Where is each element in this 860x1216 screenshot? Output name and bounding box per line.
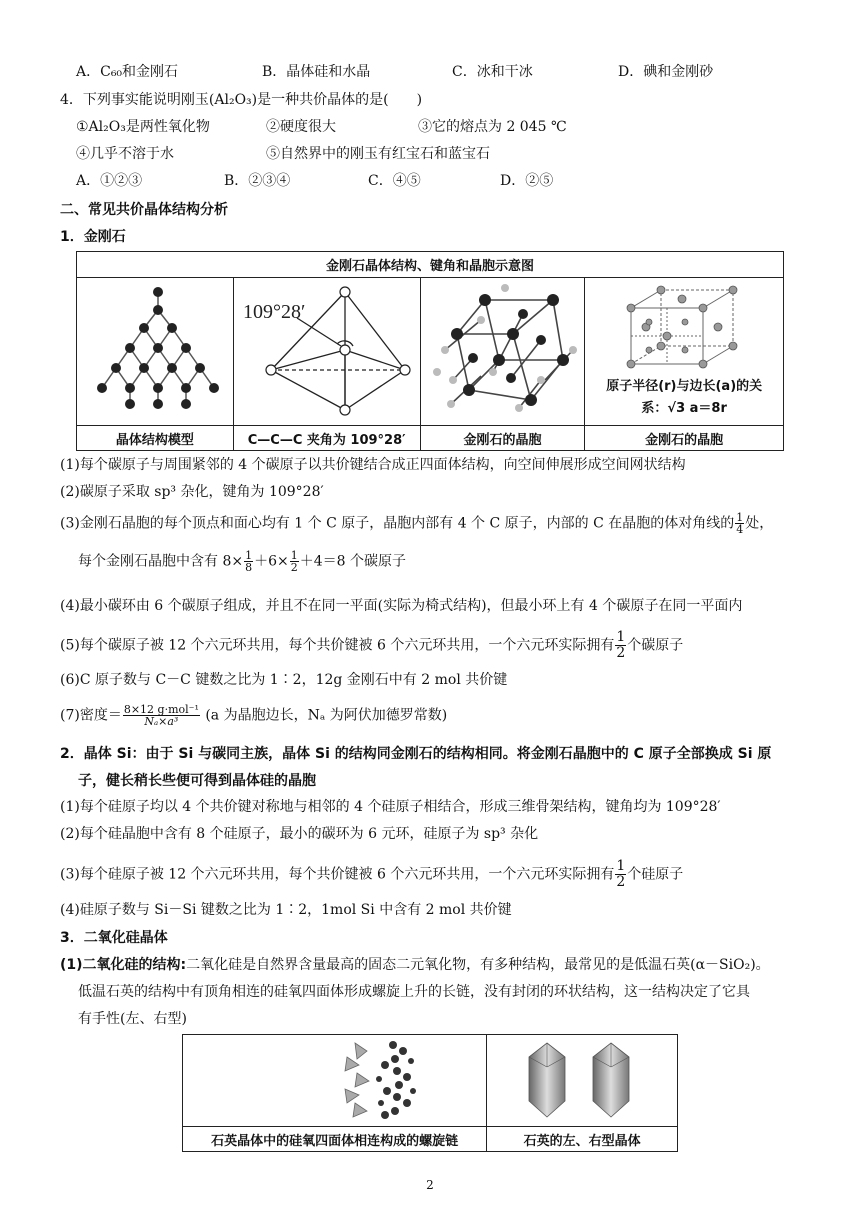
q3-options [0,62,860,82]
point-3-text: (3)金刚石晶胞的每个顶点和面心均有 1 个 C 原子，晶胞内部有 4 个 C 原子，内部的 C 在晶胞的体对角线的 [60,515,735,532]
q4-options [0,171,860,191]
caption-unit-cell: 金刚石的晶胞 [420,426,585,451]
diamond-point-2: (2)碳原子采取 sp³ 杂化，键角为 109°28′ [60,484,324,500]
q4-facts-row1 [0,117,860,137]
point-3-tail: 处， [745,515,774,532]
diamond-point-3 [60,512,773,535]
point-3-pre: (3)每个硅原子被 12 个六元环共用，每个共价键被 6 个六元环共用，一个六元环实际拥有 [60,866,615,883]
option-c: C．④⑤ [368,173,421,189]
fraction-numerator: 1 [245,549,253,562]
silicon-point-2: (2)每个硅晶胞中含有 8 个硅原子，最小的碳环为 6 元环，硅原子为 sp³ 杂化 [60,826,539,842]
count-post: ＋4＝8 个碳原子 [299,553,406,570]
diamond-point-4: (4)最小碳环由 6 个碳原子组成，并且不在同一平面(实际为椅式结构)，但最小环上有 4 个碳原子在同一平面内 [60,598,743,614]
point-3-post: 个硅原子 [627,866,684,883]
fact-2: ②硬度很大 [266,119,336,135]
option-d: D．碘和金刚砂 [618,64,714,80]
fraction-denominator: 4 [736,523,744,536]
count-mid: ＋6× [254,553,289,570]
fraction-denominator: 2 [616,645,626,661]
caption-unit-cell-2: 金刚石的晶胞 [585,426,784,451]
point-5-post: 个碳原子 [627,637,684,654]
diamond-structure-model-image [80,280,230,420]
quartz-table [182,1034,678,1152]
diamond-heading: 1．金刚石 [60,229,126,245]
fraction-denominator: 2 [616,874,626,890]
q4-facts-row2 [0,144,860,164]
silicon-heading-line1: 2．晶体 Si：由于 Si 与碳同主族，晶体 Si 的结构同金刚石的结构相同。将金刚石晶胞中的 C 原子全部换成 Si 原 [60,746,772,762]
density-numerator: 8×12 g·mol⁻¹ [123,703,199,716]
section-title: 二、常见共价晶体结构分析 [60,202,228,218]
figure-helix-chain [183,1035,487,1127]
figure-structure-model [77,278,234,426]
diamond-point-7 [60,704,447,727]
density-label: (7)密度＝ [60,707,122,724]
silica-lead: (1)二氧化硅的结构: [60,957,187,973]
fact-3: ③它的熔点为 2 045 ℃ [418,119,567,135]
question-4-stem: 4．下列事实能说明刚玉(Al₂O₃)是一种共价晶体的是( ) [60,92,423,108]
option-b: B．晶体硅和水晶 [262,64,371,80]
figure-quartz-crystals [487,1035,678,1127]
silica-paragraph-line3: 有手性(左、右型) [78,1011,187,1027]
silicon-heading-line2: 子，健长稍长些便可得到晶体硅的晶胞 [78,773,316,789]
diamond-point-1: (1)每个碳原子与周围紧邻的 4 个碳原子以共价键结合成正四面体结构，向空间伸展形成空间网状结构 [60,457,686,473]
fact-5: ⑤自然界中的刚玉有红宝石和蓝宝石 [266,146,490,162]
fraction-one-half [615,859,626,890]
fraction-numerator: 1 [736,511,744,524]
silica-paragraph-line2: 低温石英的结构中有顶角相连的硅氧四面体形成螺旋上升的长链，没有封闭的环状结构，这一结构决定了它具 [78,984,750,1000]
fraction-one-eighth [244,550,253,573]
angle-label: 109°28′ [242,300,306,323]
option-a: A．①②③ [76,173,143,189]
silicon-oxygen-helix-image [235,1037,435,1121]
silicon-point-3 [60,859,683,890]
fraction-denominator: 2 [290,561,298,574]
density-fraction [123,704,200,727]
silicon-point-4: (4)硅原子数与 Si－Si 键数之比为 1∶2，1mol Si 中含有 2 mol 共价键 [60,902,512,918]
radius-relation-label: 原子半径(r)与边长(a)的关 [606,379,763,394]
diamond-point-3-count [78,550,406,573]
diamond-point-6: (6)C 原子数与 C－C 键数之比为 1∶2，12g 金刚石中有 2 mol 共价键 [60,672,508,688]
fact-4: ④几乎不溶于水 [76,146,174,162]
option-c: C．冰和干冰 [452,64,533,80]
page-number: 2 [426,1178,434,1192]
silica-paragraph-line1 [60,955,770,975]
fraction-numerator: 1 [290,549,298,562]
option-b: B．②③④ [224,173,291,189]
diamond-table [76,251,784,451]
fraction-denominator: 8 [245,561,253,574]
density-note: (a 为晶胞边长，Nₐ 为阿伏加德罗常数) [205,707,448,724]
silica-line1-text: 二氧化硅是自然界含量最高的固态二元氧化物，有多种结构，最常见的是低温石英(α－SiO₂)。 [186,957,770,973]
fact-1: ①Al₂O₃是两性氧化物 [76,119,210,135]
figure-bond-angle [233,278,420,426]
point-5-pre: (5)每个碳原子被 12 个六元环共用，每个共价键被 6 个六元环共用，一个六元环实际拥有 [60,637,615,654]
quartz-crystals-image [507,1037,657,1121]
density-denominator: Nₐ×a³ [144,715,179,728]
table-title: 金刚石晶体结构、键角和晶胞示意图 [77,252,784,278]
figure-unit-cell [420,278,585,426]
silica-heading: 3．二氧化硅晶体 [60,930,168,946]
unit-cell-cube-image [619,284,749,370]
fraction-numerator: 1 [616,858,626,874]
fraction-one-half [290,550,299,573]
option-a: A．C₆₀和金刚石 [76,64,179,80]
diamond-unit-cell-image [423,280,581,420]
figure-unit-cell-relation [585,278,784,426]
fraction-one-half [615,630,626,661]
diamond-point-5 [60,630,683,661]
caption-quartz-crystals: 石英的左、右型晶体 [487,1127,678,1152]
caption-structure-model: 晶体结构模型 [77,426,234,451]
option-d: D．②⑤ [500,173,554,189]
silicon-point-1: (1)每个硅原子均以 4 个共价键对称地与相邻的 4 个硅原子相结合，形成三维骨架结构，键角均为 109°28′ [60,799,721,815]
caption-helix-chain: 石英晶体中的硅氧四面体相连构成的螺旋链 [183,1127,487,1152]
count-pre: 每个金刚石晶胞中含有 8× [78,553,244,570]
fraction-numerator: 1 [616,629,626,645]
caption-bond-angle: C—C—C 夹角为 109°28′ [233,426,420,451]
fraction-one-quarter [735,512,744,535]
tetrahedron-angle-image [237,280,417,420]
radius-relation-formula: 系：√3 a＝8r [641,401,727,416]
